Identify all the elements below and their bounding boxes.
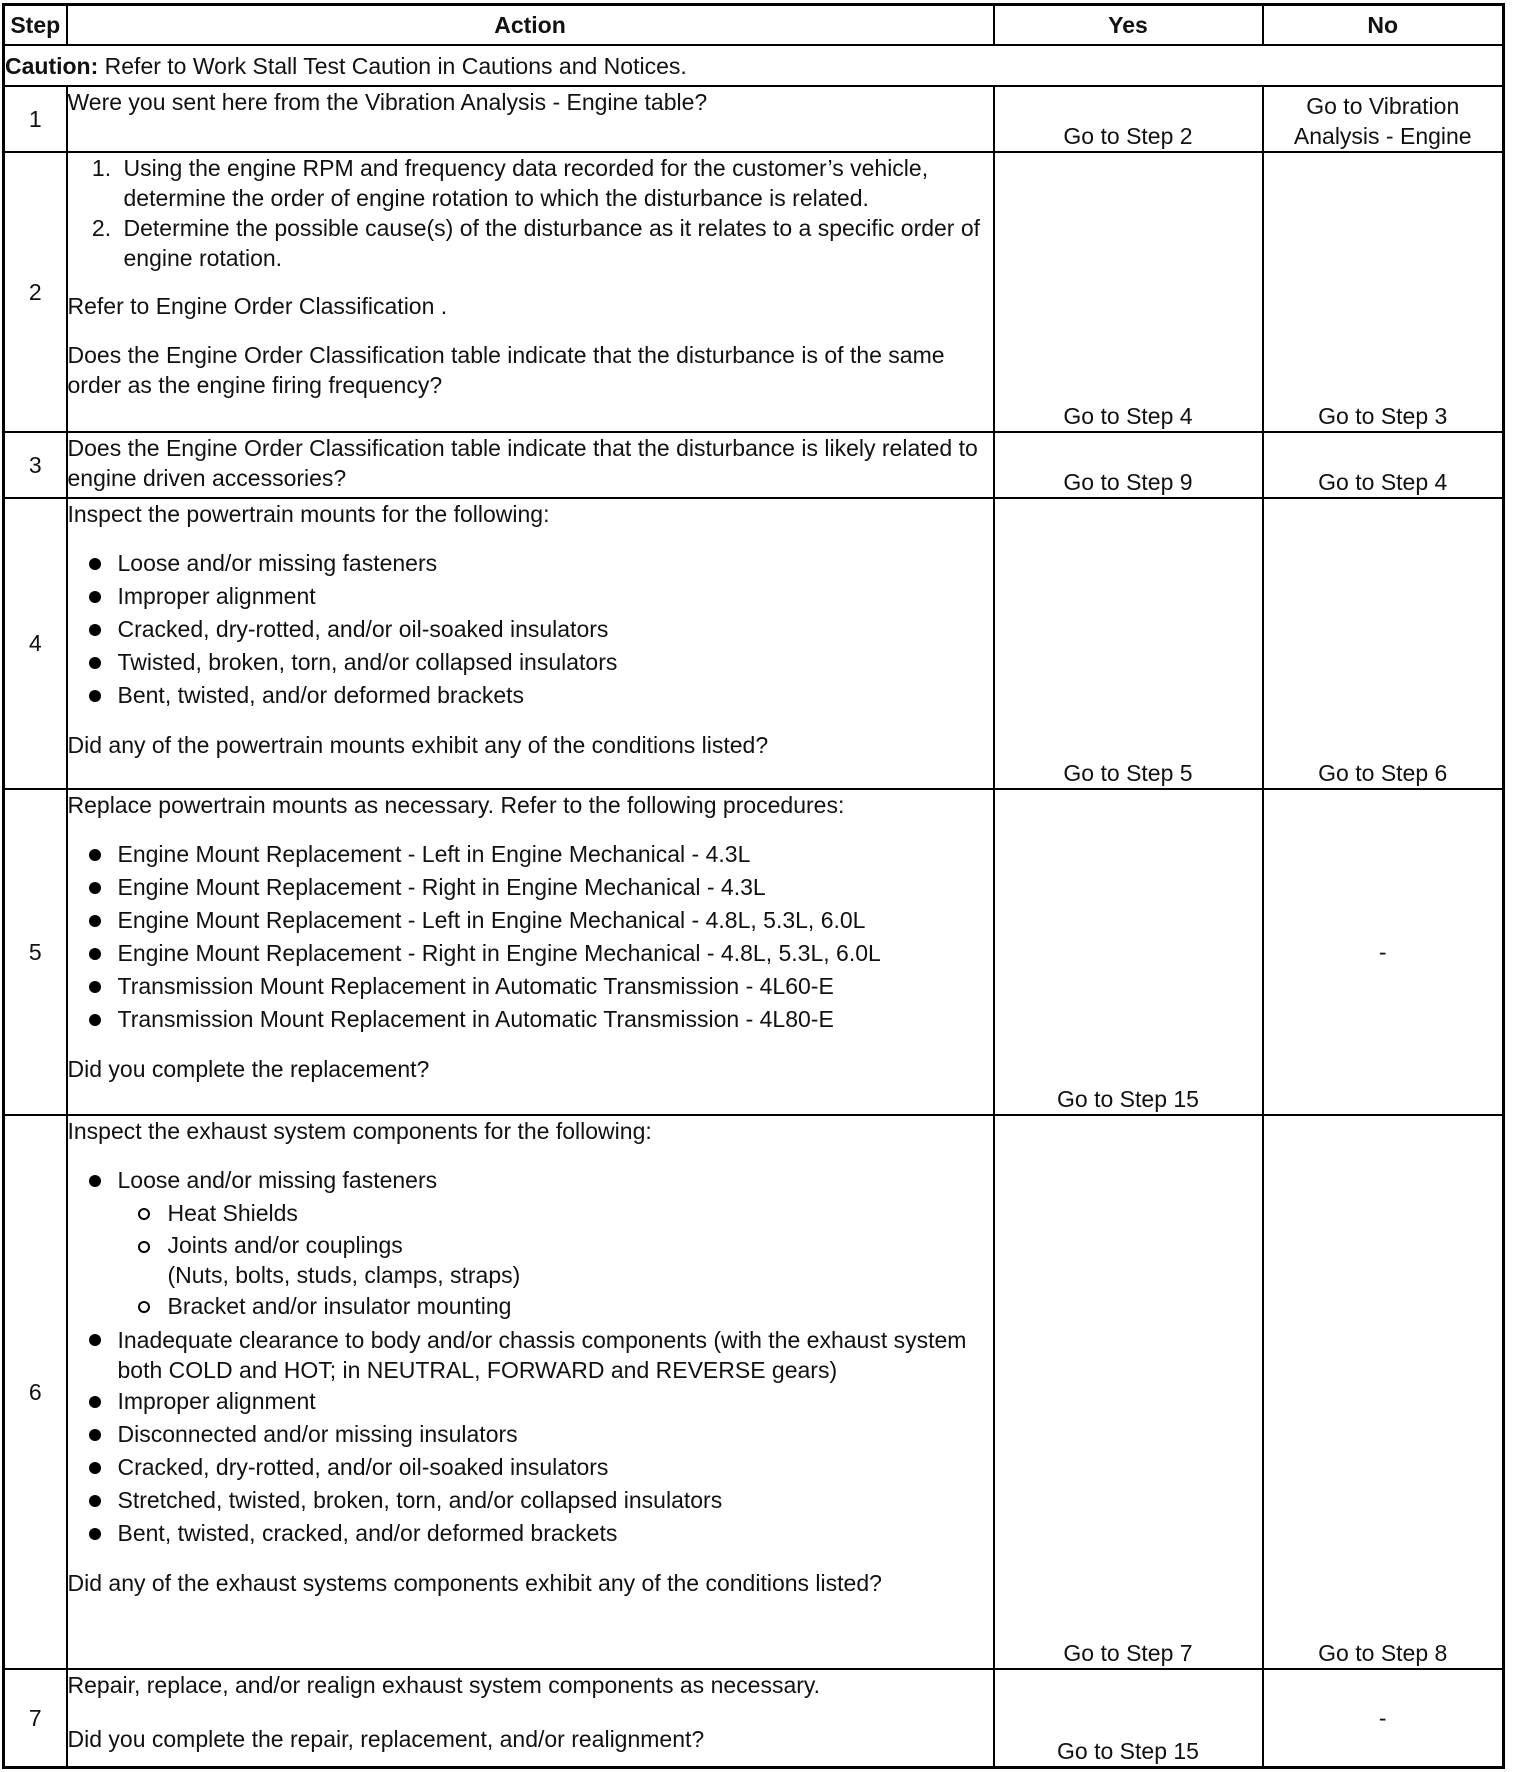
question-text: Did you complete the repair, replacement, and/or realignment?	[67, 1726, 705, 1753]
table-row-step-2	[4, 152, 1504, 432]
yes-cell: Go to Step 7	[994, 1115, 1263, 1670]
table-row-step-6	[4, 1115, 1504, 1670]
question-text: Does the Engine Order Classification table indicate that the disturbance is likely related to engine driven accessories?	[67, 434, 978, 491]
caution-cell	[4, 45, 1504, 86]
step-number: 6	[4, 1115, 67, 1670]
no-cell: Go to Step 6	[1263, 498, 1504, 789]
numbered-list	[68, 153, 993, 273]
yes-cell: Go to Step 4	[994, 152, 1263, 432]
intro-text: Inspect the powertrain mounts for the following:	[67, 500, 550, 527]
yes-cell: Go to Step 15	[994, 789, 1263, 1115]
list-item: Bent, twisted, and/or deformed brackets	[68, 679, 993, 712]
step-number: 4	[4, 498, 67, 789]
yes-cell: Go to Step 2	[994, 86, 1263, 152]
list-item: Engine Mount Replacement - Left in Engine Mechanical - 4.8L, 5.3L, 6.0L	[68, 904, 993, 937]
question-text: Did any of the powertrain mounts exhibit any of the conditions listed?	[67, 731, 769, 758]
table-row-step-4	[4, 498, 1504, 789]
header-yes: Yes	[994, 5, 1263, 46]
table-row-step-5	[4, 789, 1504, 1115]
list-item: Engine Mount Replacement - Right in Engine Mechanical - 4.8L, 5.3L, 6.0L	[68, 937, 993, 970]
yes-cell: Go to Step 15	[994, 1669, 1263, 1767]
step-number: 1	[4, 86, 67, 152]
step-number: 7	[4, 1669, 67, 1767]
sub-list-item-text: Joints and/or couplings	[167, 1231, 403, 1258]
bullet-list	[68, 838, 993, 1036]
sub-list	[118, 1197, 993, 1323]
list-item: Engine Mount Replacement - Right in Engine Mechanical - 4.3L	[68, 871, 993, 904]
action-cell	[67, 789, 994, 1115]
no-cell: Go to Step 8	[1263, 1115, 1504, 1670]
no-link-text: Go to Vibration Analysis - Engine	[1293, 93, 1472, 150]
action-cell	[67, 1115, 994, 1670]
caution-row	[4, 45, 1504, 86]
step-number: 2	[4, 152, 67, 432]
refer-text: Refer to Engine Order Classification .	[67, 293, 448, 320]
intro-text: Replace powertrain mounts as necessary. Refer to the following procedures:	[67, 791, 845, 818]
list-item: Engine Mount Replacement - Left in Engine Mechanical - 4.3L	[68, 838, 993, 871]
list-item: Inadequate clearance to body and/or chassis components (with the exhaust system both COLD and HOT; in NEUTRAL, FORWARD and REVERSE gears)	[68, 1323, 993, 1385]
list-item: Loose and/or missing fasteners	[68, 547, 993, 580]
header-no: No	[1263, 5, 1504, 46]
bullet-list	[68, 1164, 993, 1550]
table-row-step-7	[4, 1669, 1504, 1767]
action-cell	[67, 152, 994, 432]
sub-list-note: (Nuts, bolts, studs, clamps, straps)	[167, 1261, 521, 1288]
question-text: Does the Engine Order Classification table indicate that the disturbance is of the same order as the engine firing frequency?	[67, 342, 945, 399]
list-item: 2. Determine the possible cause(s) of the disturbance as it relates to a specific order of engine rotation.	[118, 213, 993, 273]
yes-cell: Go to Step 5	[994, 498, 1263, 789]
list-item: Cracked, dry-rotted, and/or oil-soaked insulators	[68, 1451, 993, 1484]
caution-label: Caution:	[5, 52, 99, 79]
question-text: Did you complete the replacement?	[67, 1055, 430, 1082]
list-item: Cracked, dry-rotted, and/or oil-soaked insulators	[68, 613, 993, 646]
intro-text: Repair, replace, and/or realign exhaust system components as necessary.	[67, 1672, 821, 1699]
diagnostic-table	[2, 3, 1505, 1769]
table-row-step-3	[4, 432, 1504, 498]
list-item: Disconnected and/or missing insulators	[68, 1418, 993, 1451]
header-action: Action	[67, 5, 994, 46]
action-cell	[67, 432, 994, 498]
list-item: Transmission Mount Replacement in Automatic Transmission - 4L80-E	[68, 1003, 993, 1036]
yes-cell: Go to Step 9	[994, 432, 1263, 498]
sub-list-item: Heat Shields	[118, 1197, 993, 1230]
question-text: Did any of the exhaust systems components exhibit any of the conditions listed?	[67, 1569, 882, 1596]
action-cell	[67, 86, 994, 152]
action-cell	[67, 498, 994, 789]
list-item: Bent, twisted, cracked, and/or deformed brackets	[68, 1517, 993, 1550]
list-item: Improper alignment	[68, 1385, 993, 1418]
table-row-step-1	[4, 86, 1504, 152]
bullet-list	[68, 547, 993, 712]
intro-text: Inspect the exhaust system components for the following:	[67, 1117, 652, 1144]
list-item: Twisted, broken, torn, and/or collapsed insulators	[68, 646, 993, 679]
no-cell: -	[1263, 1669, 1504, 1767]
no-cell: -	[1263, 789, 1504, 1115]
step-number: 3	[4, 432, 67, 498]
header-step: Step	[4, 5, 67, 46]
list-item-text: Loose and/or missing fasteners	[117, 1166, 438, 1193]
list-item: Improper alignment	[68, 580, 993, 613]
step-number: 5	[4, 789, 67, 1115]
list-item: Transmission Mount Replacement in Automatic Transmission - 4L60-E	[68, 970, 993, 1003]
question-text: Were you sent here from the Vibration Analysis - Engine table?	[67, 89, 708, 116]
list-item	[68, 1164, 993, 1323]
list-item: Stretched, twisted, broken, torn, and/or collapsed insulators	[68, 1484, 993, 1517]
sub-list-item: Bracket and/or insulator mounting	[118, 1290, 993, 1323]
caution-text: Refer to Work Stall Test Caution in Cautions and Notices.	[98, 52, 687, 79]
no-cell: Go to Step 3	[1263, 152, 1504, 432]
list-item: 1. Using the engine RPM and frequency data recorded for the customer’s vehicle, determine the order of engine rotation to which the disturbance is related.	[118, 153, 993, 213]
no-cell: Go to Step 4	[1263, 432, 1504, 498]
action-cell	[67, 1669, 994, 1767]
header-row	[4, 5, 1504, 46]
no-cell	[1263, 86, 1504, 152]
sub-list-item	[118, 1230, 993, 1290]
